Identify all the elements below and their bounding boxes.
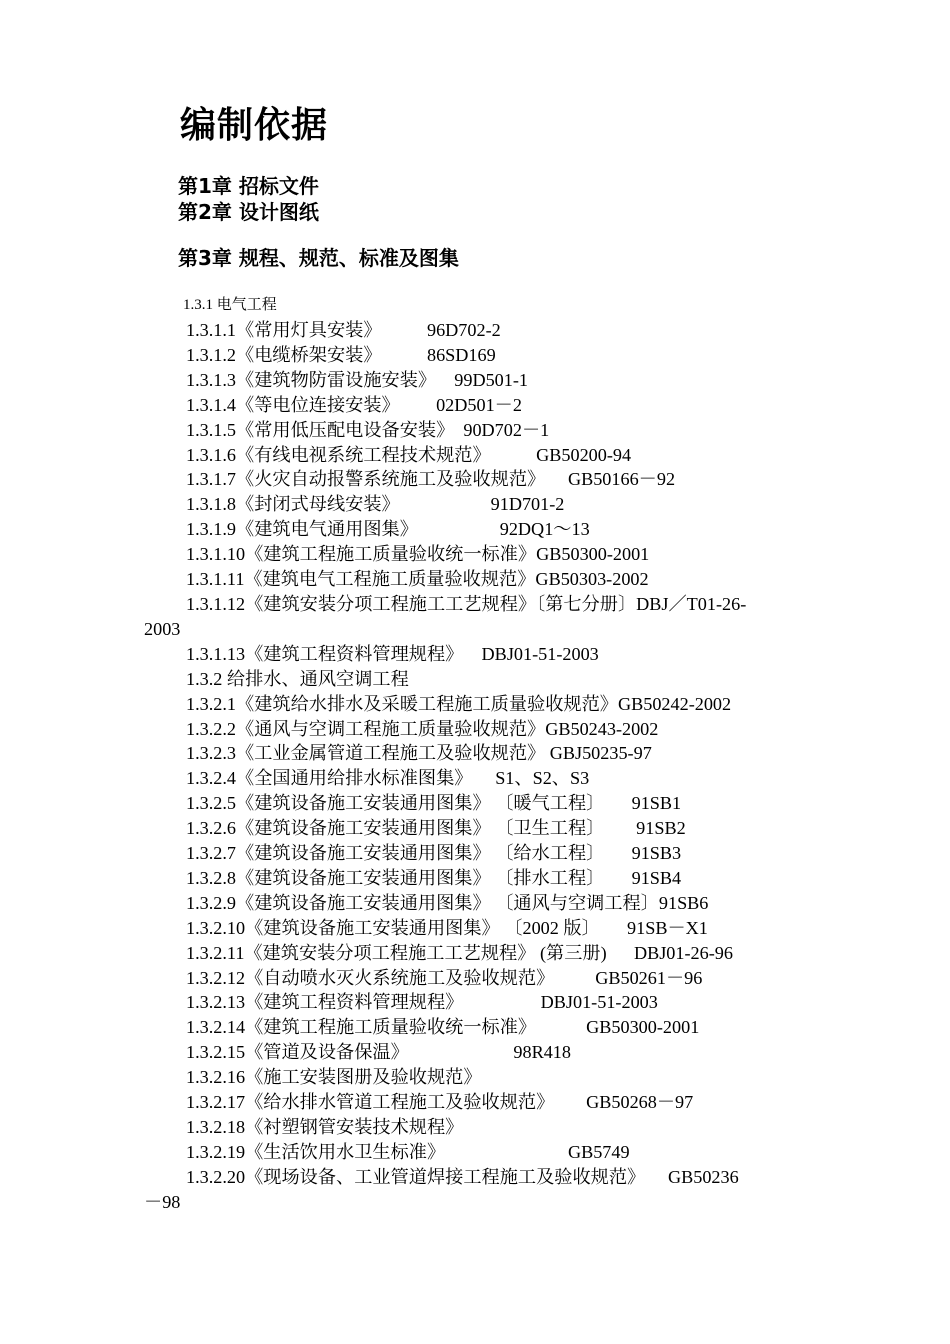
- list-item: 1.3.1.8《封闭式母线安装》 91D701-2: [186, 494, 565, 515]
- chapter-1-heading: 第1章 招标文件: [178, 174, 319, 198]
- page-title: 编制依据: [180, 105, 329, 146]
- list-item: 1.3.2.20《现场设备、工业管道焊接工程施工及验收规范》 GB50236: [186, 1166, 739, 1187]
- list-item: 1.3.2.8《建筑设备施工安装通用图集》 〔排水工程〕 91SB4: [186, 867, 682, 888]
- list-item: 1.3.2.7《建筑设备施工安装通用图集》 〔给水工程〕 91SB3: [186, 843, 682, 864]
- list-item: 1.3.1.13《建筑工程资料管理规程》 DBJ01-51-2003: [186, 643, 599, 664]
- list-item: 1.3.2.19《生活饮用水卫生标准》 GB5749: [186, 1141, 630, 1162]
- chapter-2-heading: 第2章 设计图纸: [178, 200, 319, 224]
- list-item: 1.3.1.2《电缆桥架安装》 86SD169: [186, 344, 496, 365]
- list-item: 1.3.2.13《建筑工程资料管理规程》 DBJ01-51-2003: [186, 992, 658, 1013]
- list-item: 1.3.1.5《常用低压配电设备安装》 90D702－1: [186, 419, 550, 440]
- list-item: 1.3.1.1《常用灯具安装》 96D702-2: [186, 320, 501, 340]
- list-item: 1.3.1.4《等电位连接安装》 02D501－2: [186, 394, 522, 415]
- list-item: 1.3.1.10《建筑工程施工质量验收统一标准》GB50300-2001: [186, 544, 650, 565]
- standards-list: [144, 318, 814, 1215]
- list-item-continuation: 2003: [144, 618, 181, 639]
- list-item: 1.3.2.10《建筑设备施工安装通用图集》 〔2002 版〕 91SB－X1: [186, 917, 708, 938]
- list-item: 1.3.2.18《衬塑钢管安装技术规程》: [186, 1117, 464, 1137]
- list-item: 1.3.1.12《建筑安装分项工程施工工艺规程》〔第七分册〕DBJ／T01-26-: [186, 593, 747, 614]
- list-item: 1.3.1.3《建筑物防雷设施安装》 99D501-1: [186, 369, 529, 390]
- list-item: 1.3.2.3《工业金属管道工程施工及验收规范》 GBJ50235-97: [186, 743, 652, 764]
- list-item: 1.3.2.6《建筑设备施工安装通用图集》 〔卫生工程〕 91SB2: [186, 818, 686, 839]
- list-item: 1.3.2.16《施工安装图册及验收规范》: [186, 1067, 482, 1088]
- list-item: 1.3.2.15《管道及设备保温》 98R418: [186, 1042, 571, 1063]
- list-item: 1.3.2.9《建筑设备施工安装通用图集》 〔通风与空调工程〕91SB6: [186, 892, 709, 913]
- list-item: 1.3.1.11《建筑电气工程施工质量验收规范》GB50303-2002: [186, 569, 649, 590]
- list-item: 1.3.1.6《有线电视系统工程技术规范》 GB50200-94: [186, 444, 632, 465]
- list-item: 1.3.1.7《火灾自动报警系统施工及验收规范》 GB50166－92: [186, 469, 676, 490]
- section-heading-plumbing-hvac: 1.3.2 给排水、通风空调工程: [186, 668, 409, 689]
- chapter-3-heading: 第3章 规程、规范、标准及图集: [178, 246, 459, 270]
- list-item: 1.3.2.1《建筑给水排水及采暖工程施工质量验收规范》GB50242-2002: [186, 693, 732, 714]
- list-item: 1.3.2.12《自动喷水灭火系统施工及验收规范》 GB50261－96: [186, 967, 703, 988]
- list-item: 1.3.2.4《全国通用给排水标准图集》 S1、S2、S3: [186, 768, 590, 789]
- list-item: 1.3.2.14《建筑工程施工质量验收统一标准》 GB50300-2001: [186, 1017, 700, 1038]
- list-item: 1.3.2.11《建筑安装分项工程施工工艺规程》 (第三册) DBJ01-26-96: [186, 942, 733, 963]
- list-item: 1.3.2.2《通风与空调工程施工质量验收规范》GB50243-2002: [186, 718, 659, 739]
- list-item-continuation: －98: [144, 1191, 181, 1212]
- section-heading-electrical: 1.3.1 电气工程: [183, 297, 277, 313]
- list-item: 1.3.1.9《建筑电气通用图集》 92DQ1～13: [186, 519, 590, 540]
- list-item: 1.3.2.17《给水排水管道工程施工及验收规范》 GB50268－97: [186, 1092, 694, 1113]
- list-item: 1.3.2.5《建筑设备施工安装通用图集》 〔暖气工程〕 91SB1: [186, 793, 682, 814]
